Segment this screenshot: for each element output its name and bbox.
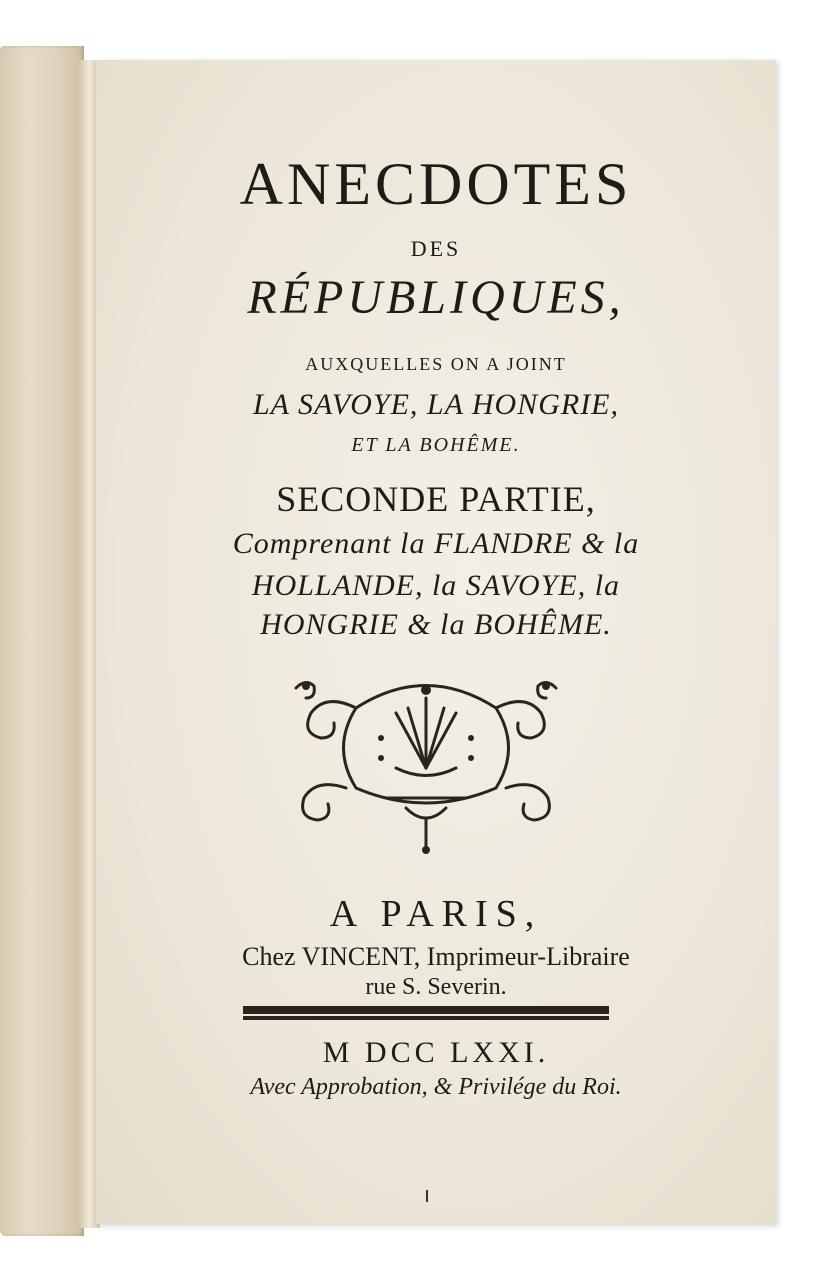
book-title: ANECDOTES — [239, 151, 633, 217]
subtitle-boheme: ET LA BOHÊME. — [351, 434, 521, 456]
book-spine — [0, 46, 84, 1236]
part-description-line-2: HOLLANDE, la SAVOYE, la — [251, 569, 621, 602]
subtitle-auxquelles: AUXQUELLES ON A JOINT — [305, 354, 567, 374]
part-heading: SECONDE PARTIE, — [276, 479, 596, 519]
double-rule-divider — [243, 1006, 609, 1016]
signature-mark — [426, 1190, 428, 1202]
subtitle-savoye: LA SAVOYE, LA HONGRIE, — [252, 388, 620, 421]
imprint-place: A PARIS, — [329, 893, 543, 935]
part-description-line-1: Comprenant la FLANDRE & la — [232, 527, 640, 560]
title-des: DES — [410, 236, 462, 261]
imprint-publisher: Chez VINCENT, Imprimeur-Libraire — [242, 942, 630, 971]
part-description-line-3: HONGRIE & la BOHÊME. — [260, 608, 612, 641]
title-republiques: RÉPUBLIQUES, — [247, 271, 625, 324]
imprint-street: rue S. Severin. — [365, 974, 507, 1000]
imprint-privilege: Avec Approbation, & Privilége du Roi. — [250, 1074, 622, 1100]
imprint-year: M DCC LXXI. — [322, 1036, 550, 1069]
printers-ornament-icon — [286, 668, 566, 858]
